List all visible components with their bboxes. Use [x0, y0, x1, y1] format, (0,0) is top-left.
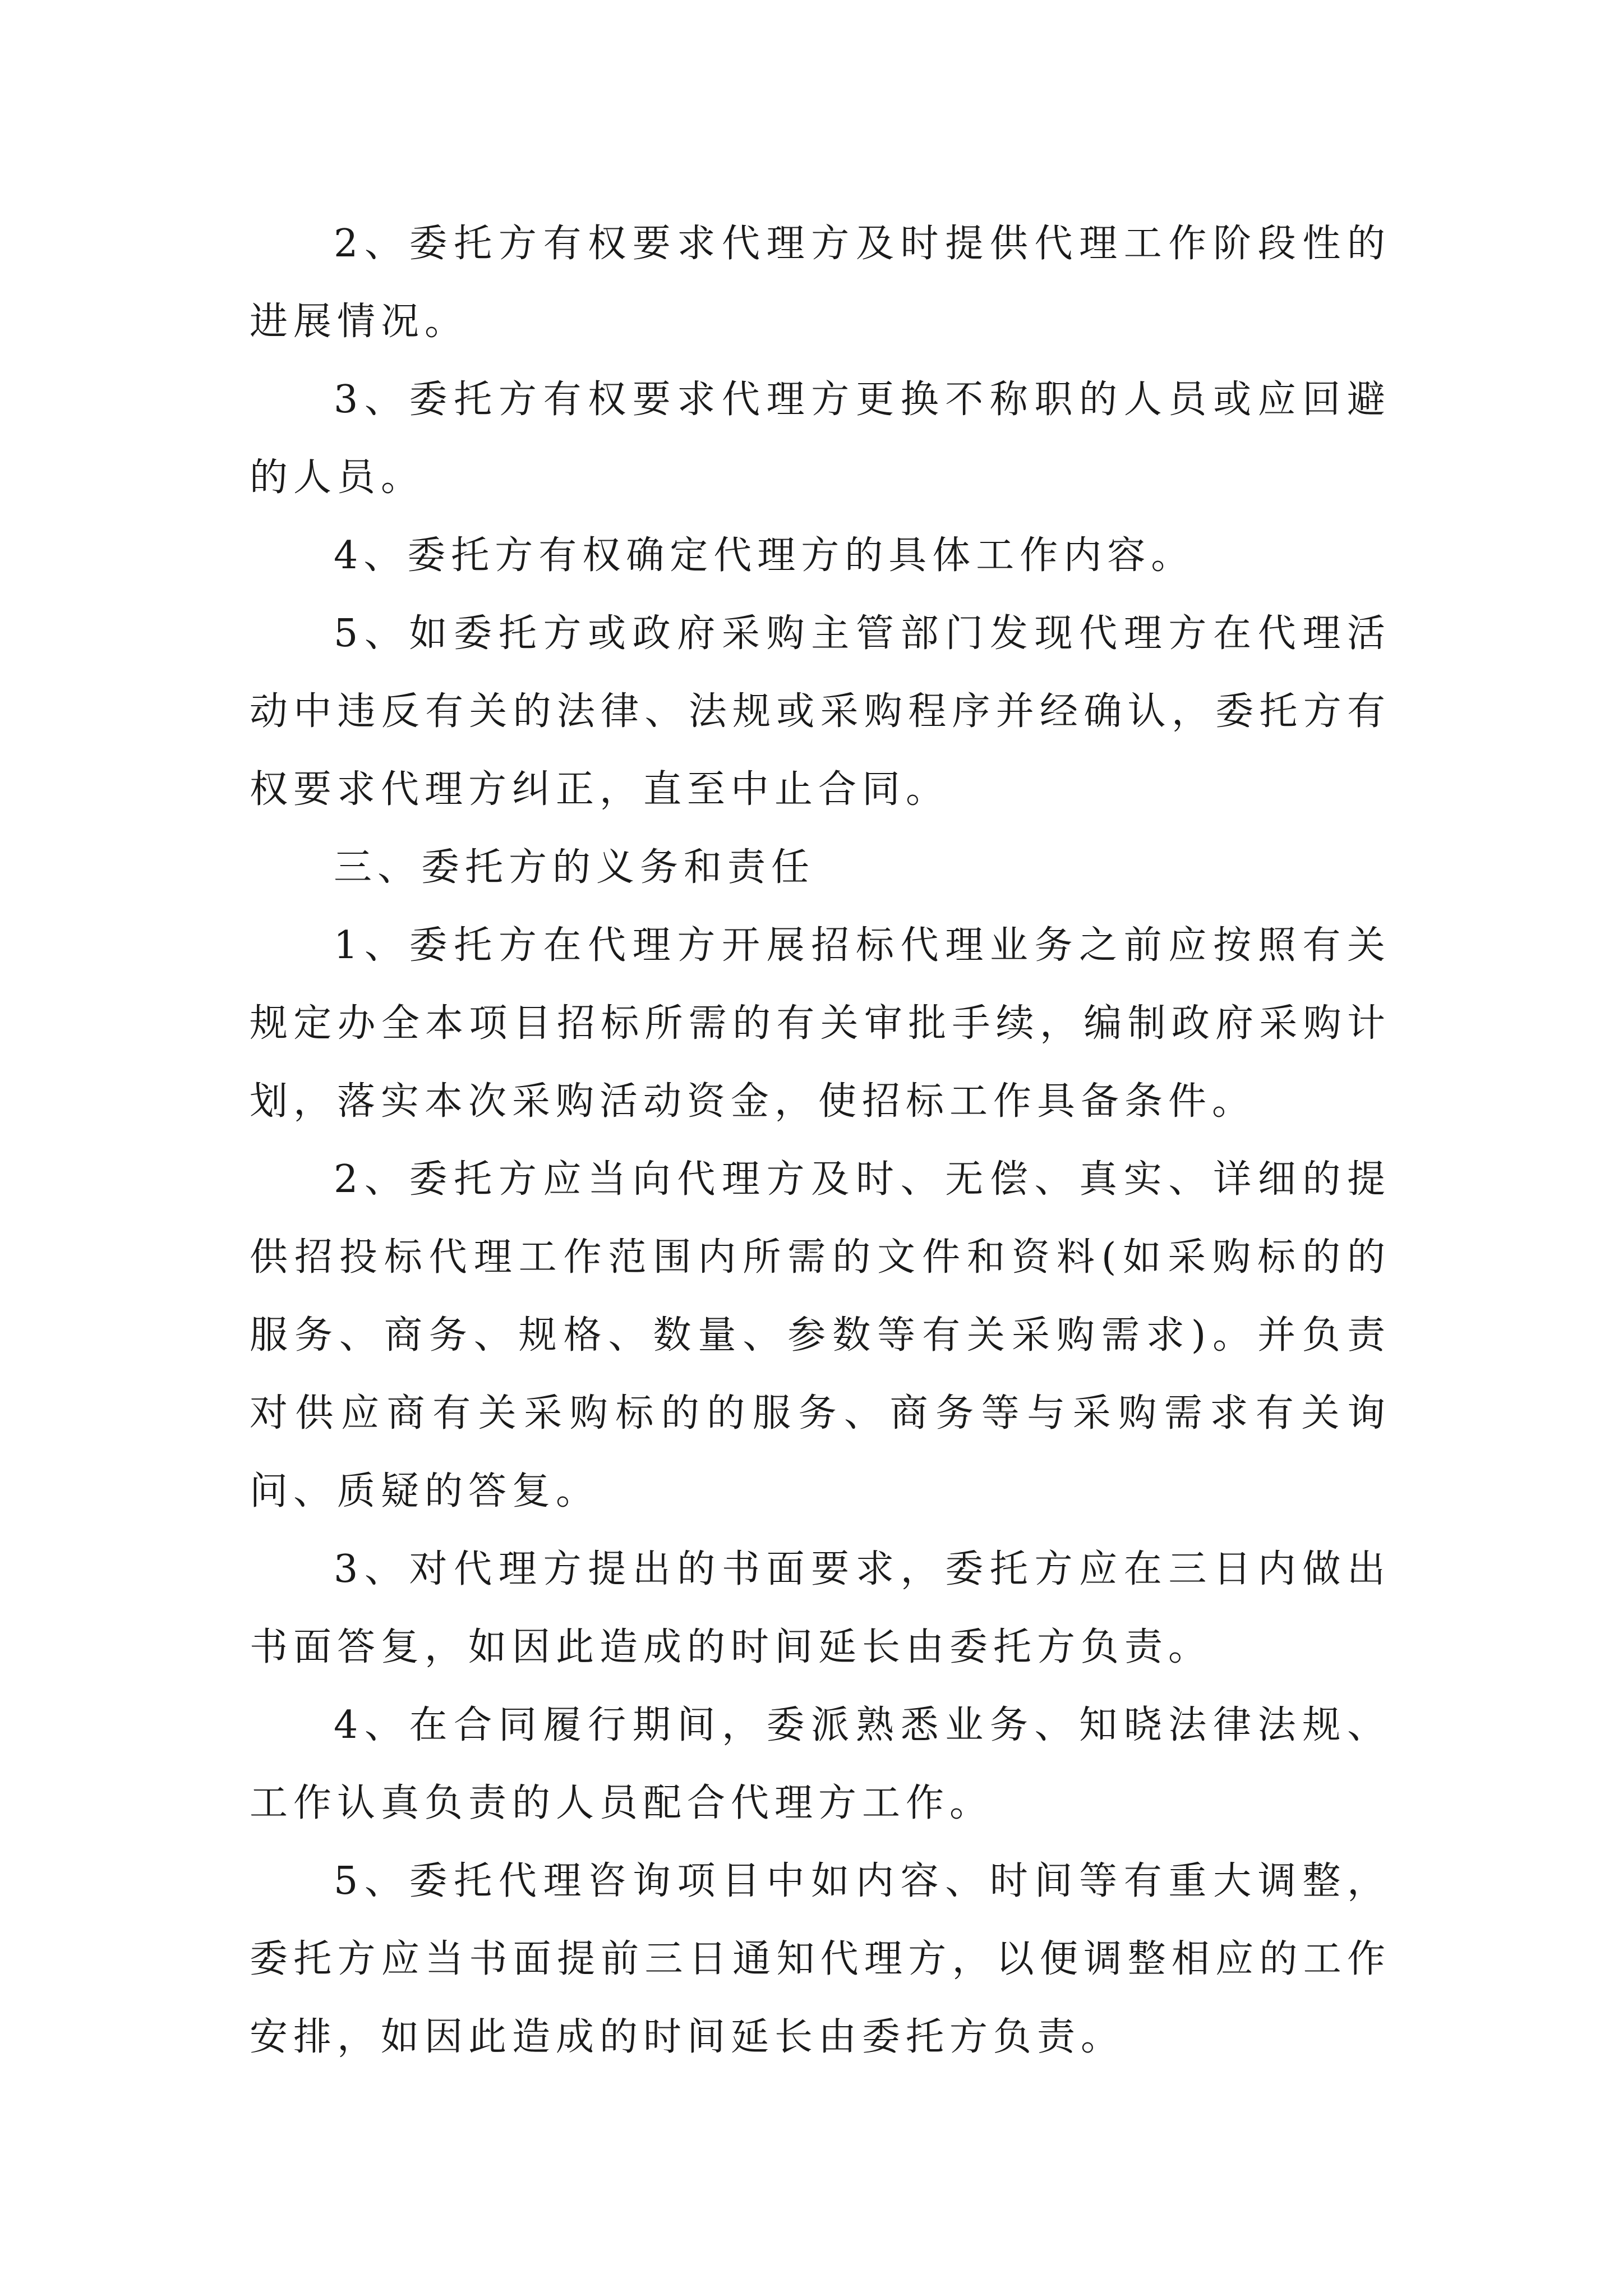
clause-2-3: 4、委托方有权确定代理方的具体工作内容。 — [334, 533, 1195, 578]
clause-2-4: 5、如委托方或政府采购主管部门发现代理方在代理活动中违反有关的法律、法规或采购程序并经确认，委托方有权要求代理方纠正，直至中止合同。 — [250, 611, 1391, 812]
clause-3-1: 1、委托方在代理方开展招标代理业务之前应按照有关规定办全本项目招标所需的有关审批手续，编制政府采购计划，落实本次采购活动资金，使招标工作具备条件。 — [250, 923, 1391, 1124]
clause-3-4: 4、在合同履行期间，委派熟悉业务、知晓法律法规、工作认真负责的人员配合代理方工作。 — [250, 1703, 1391, 1825]
document-body — [250, 205, 1391, 2076]
clause-2-1: 2、委托方有权要求代理方及时提供代理工作阶段性的进展情况。 — [250, 222, 1391, 344]
clause-2-2: 3、委托方有权要求代理方更换不称职的人员或应回避的人员。 — [250, 378, 1391, 500]
section-three-heading: 三、委托方的义务和责任 — [334, 845, 815, 890]
clause-3-5: 5、委托代理咨询项目中如内容、时间等有重大调整，委托方应当书面提前三日通知代理方，以便调整相应的工作安排，如因此造成的时间延长由委托方负责。 — [250, 1859, 1391, 2059]
clause-3-3: 3、对代理方提出的书面要求，委托方应在三日内做出书面答复，如因此造成的时间延长由委托方负责。 — [250, 1547, 1391, 1669]
clause-3-2: 2、委托方应当向代理方及时、无偿、真实、详细的提供招投标代理工作范围内所需的文件和资料(如采购标的的服务、商务、规格、数量、参数等有关采购需求)。并负责对供应商有关采购标的的服务、商务等与采购需求有关询问、质疑的答复。 — [250, 1157, 1391, 1513]
